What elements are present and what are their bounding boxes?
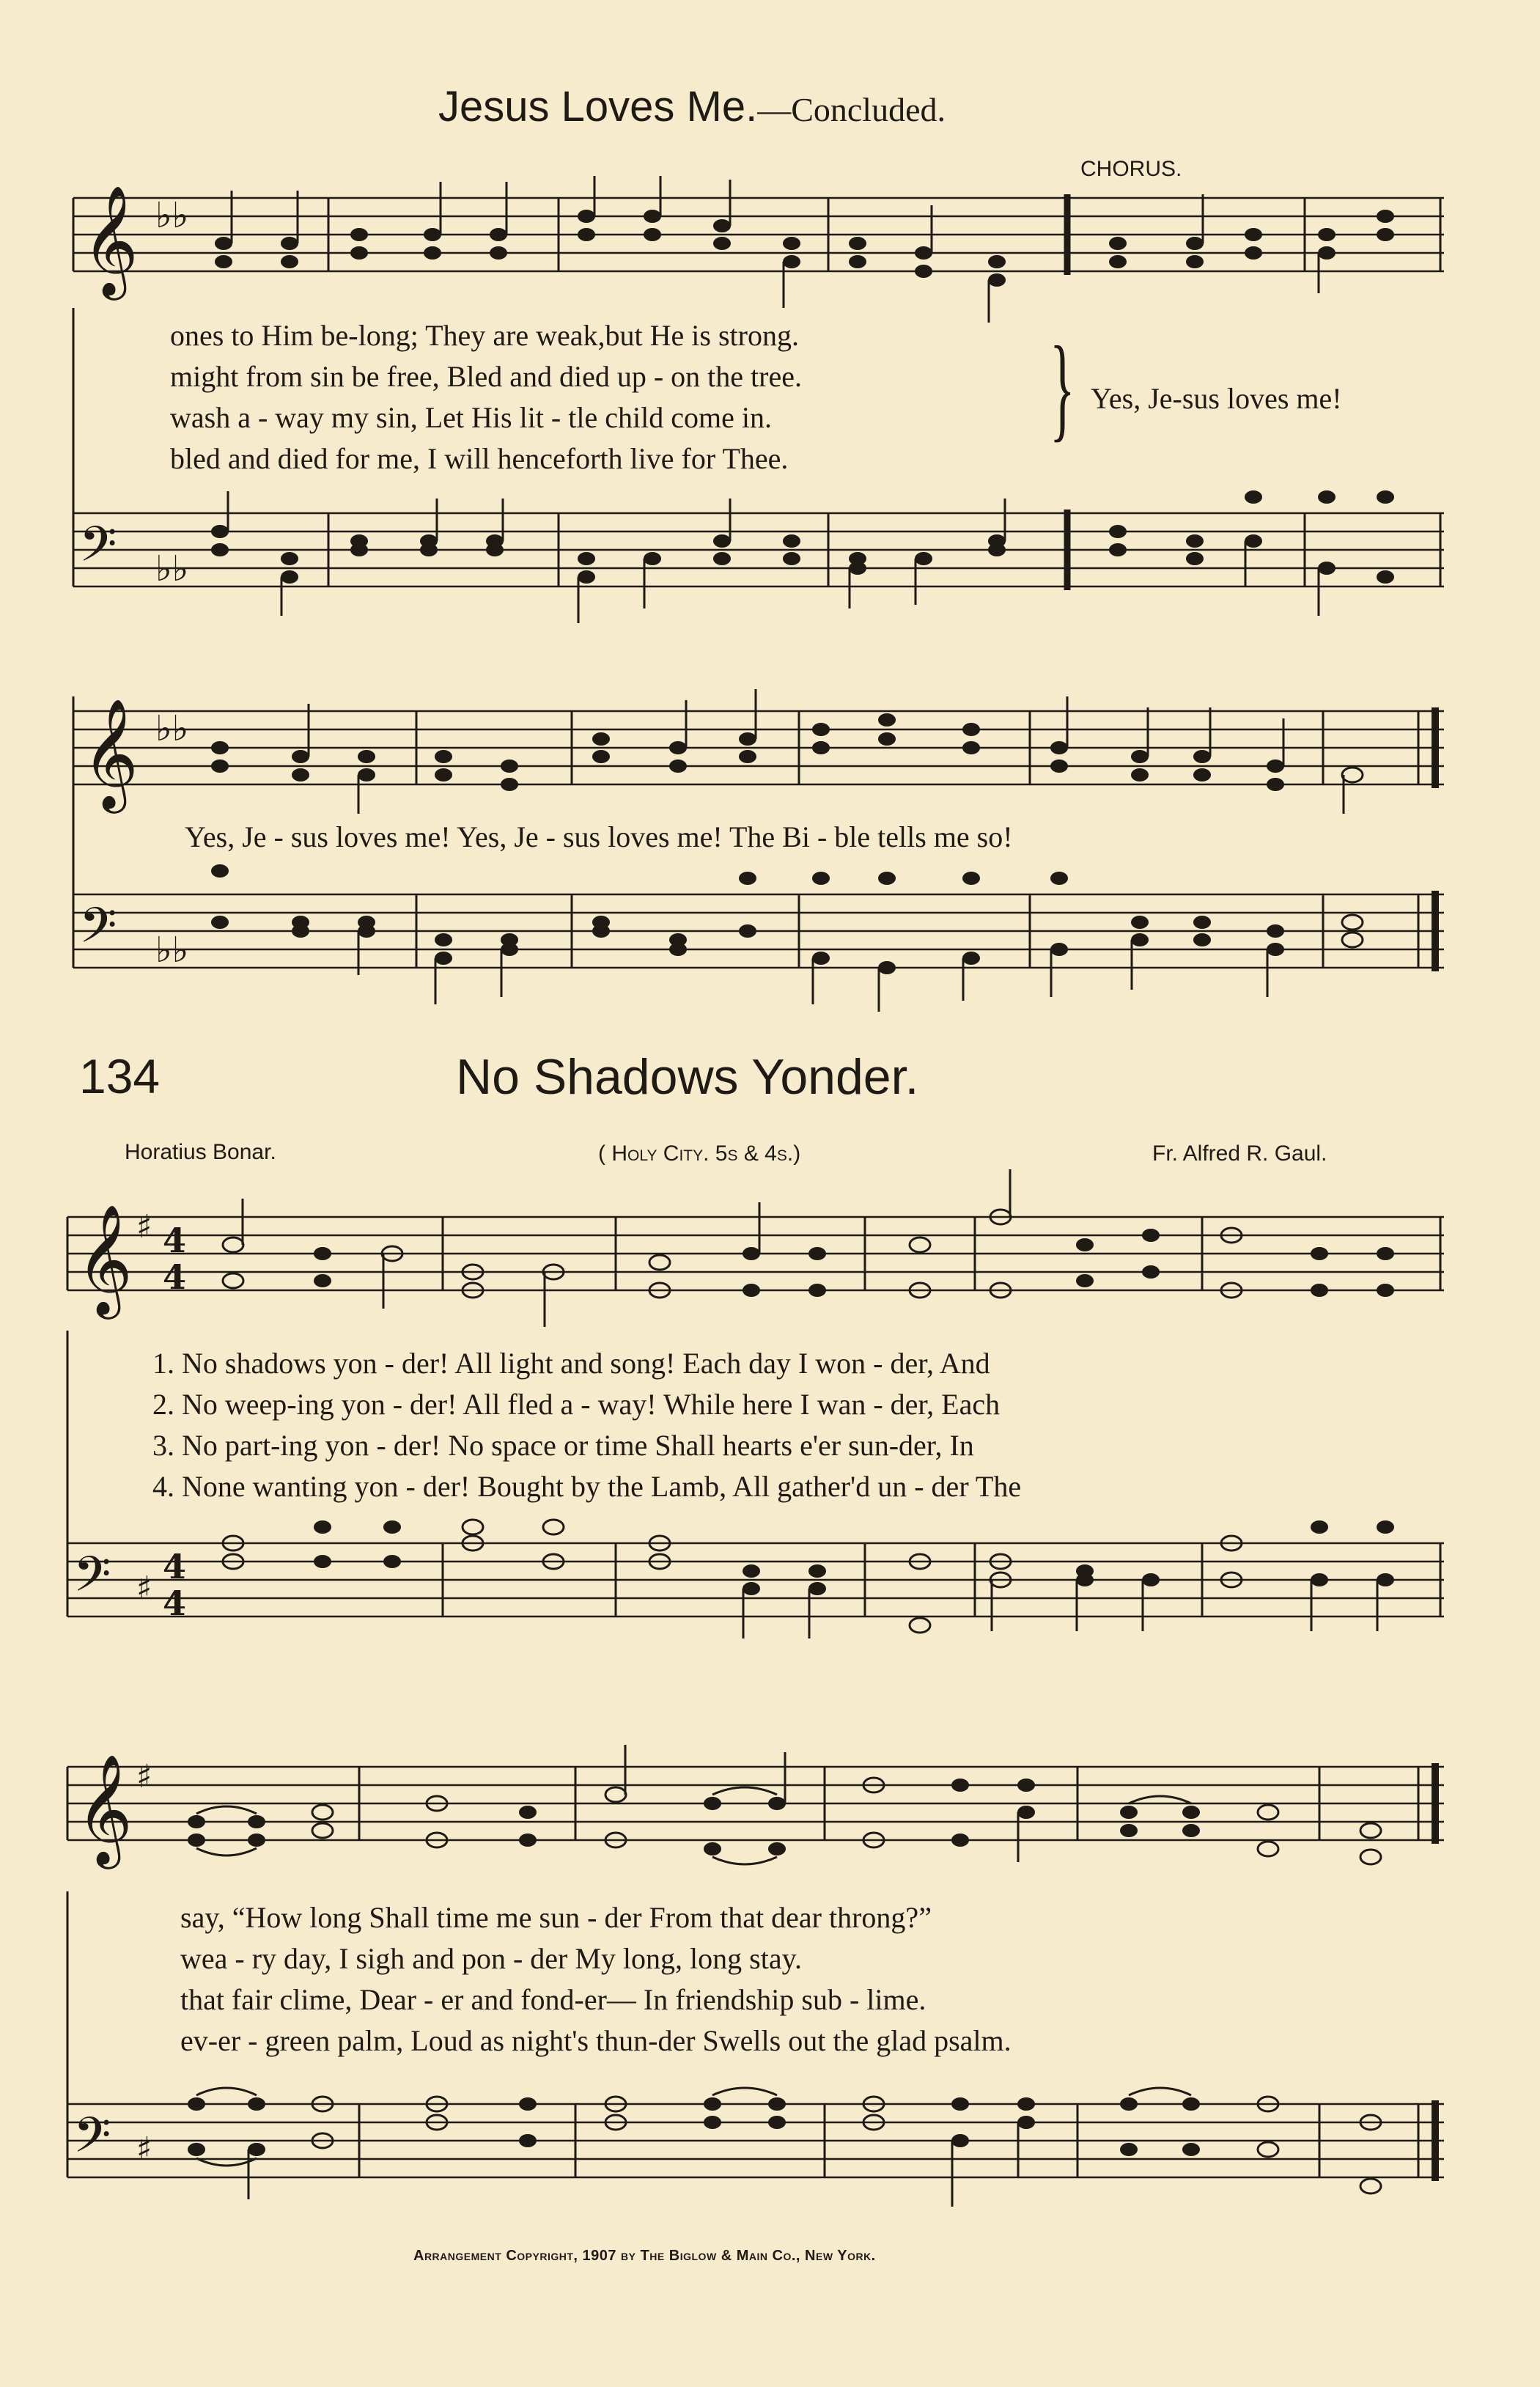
staff-lines <box>73 711 1444 784</box>
verse-line-1: ones to Him be-long; They are weak,but He is strong. <box>170 319 799 352</box>
svg-text:4: 4 <box>163 1584 187 1623</box>
hymn-author: Horatius Bonar. <box>125 1140 276 1164</box>
hymn-tune: ( Holy City. 5s & 4s.) <box>598 1141 801 1166</box>
hymn-verse-2-line-1: 2. No weep-ing yon - der! All fled a - way! While here I wan - der, Each <box>152 1388 1001 1421</box>
hymn-verse-1-line-1: 1. No shadows yon - der! All light and song! Each day I won - der, And <box>152 1347 990 1380</box>
svg-text:♯: ♯ <box>136 2130 152 2168</box>
svg-text:♭♭: ♭♭ <box>155 195 189 236</box>
hymn-verse-4-line-2: ev-er - green palm, Loud as night's thun-der Swells out the glad psalm. <box>180 2024 1012 2057</box>
hymn-verse-3-line-1: 3. No part-ing yon - der! No space or time Shall hearts e'er sun-der, In <box>152 1429 974 1462</box>
hymn-verse-4-line-1: 4. None wanting yon - der! Bought by the Lamb, All gather'd un - der The <box>152 1470 1022 1503</box>
svg-text:♭♭: ♭♭ <box>155 708 189 749</box>
verse-line-4: bled and died for me, I will henceforth live for Thee. <box>170 442 789 475</box>
svg-text:𝄢: 𝄢 <box>79 516 117 584</box>
hymn-verse-1-line-2: say, “How long Shall time me sun - der From that dear throng?” <box>180 1901 932 1934</box>
chorus-label: CHORUS. <box>1080 157 1182 181</box>
svg-text:𝄢: 𝄢 <box>73 1546 111 1614</box>
svg-text:♯: ♯ <box>136 1570 152 1607</box>
verse-brace: } <box>1050 322 1075 452</box>
copyright-footer: Arrangement Copyright, 1907 by The Biglow & Main Co., New York. <box>413 2248 876 2264</box>
staff-lines <box>67 2104 1444 2177</box>
notes-hymn-treble-2 <box>188 1745 1381 1864</box>
staff-lines <box>73 513 1444 586</box>
svg-text:𝄞: 𝄞 <box>82 697 139 809</box>
svg-text:𝄞: 𝄞 <box>82 184 139 295</box>
continued-song-title <box>438 82 946 131</box>
hymn-verse-2-line-2: wea - ry day, I sigh and pon - der My long, long stay. <box>180 1942 802 1975</box>
hymn-verses-1 <box>152 1343 1021 1507</box>
music-staff-bass-b <box>0 880 1540 1012</box>
notes-bass-a <box>211 490 1394 623</box>
continued-verse-lines <box>170 315 802 479</box>
staff-lines <box>67 1543 1444 1617</box>
svg-text:4: 4 <box>163 1547 187 1586</box>
notes-treble-b <box>211 689 1363 814</box>
chorus-inline-lyric: Yes, Je-sus loves me! <box>1091 382 1342 415</box>
music-staff-bass-a <box>0 499 1540 630</box>
verse-line-2: might from sin be free, Bled and died up - on the tree. <box>170 360 802 393</box>
hymn-staff-bass-1 <box>0 1529 1540 1660</box>
hymn-verses-2 <box>180 1897 1012 2062</box>
svg-text:♭♭: ♭♭ <box>155 930 189 971</box>
hymn-number: 134 <box>79 1049 161 1103</box>
hymn-staff-treble-2 <box>0 1752 1540 1884</box>
music-staff-treble-a <box>0 183 1540 315</box>
verse-line-3: wash a - way my sin, Let His lit - tle child come in. <box>170 401 772 434</box>
svg-text:4: 4 <box>163 1221 187 1260</box>
continued-song-title-suffix: —Concluded. <box>757 91 946 128</box>
notes-hymn-bass-2 <box>188 2088 1381 2207</box>
notes-hymn-treble-1 <box>223 1169 1394 1327</box>
hymn-staff-bass-2 <box>0 2089 1540 2221</box>
svg-text:𝄢: 𝄢 <box>73 2107 111 2175</box>
staff-lines <box>73 894 1444 968</box>
chorus-line: Yes, Je - sus loves me! Yes, Je - sus loves me! The Bi - ble tells me so! <box>185 820 1013 853</box>
svg-text:♭♭: ♭♭ <box>155 548 189 589</box>
svg-text:𝄢: 𝄢 <box>79 897 117 966</box>
hymn-staff-treble-1 <box>0 1202 1540 1334</box>
svg-text:♯: ♯ <box>136 1758 152 1795</box>
continued-song-title-main: Jesus Loves Me. <box>438 83 758 130</box>
staff-lines <box>73 198 1444 271</box>
hymn-title: No Shadows Yonder. <box>456 1049 919 1105</box>
hymn-verse-3-line-2: that fair clime, Dear - er and fond-er— In friendship sub - lime. <box>180 1983 926 2016</box>
music-staff-treble-b <box>0 696 1540 828</box>
staff-lines <box>67 1767 1444 1840</box>
svg-text:♯: ♯ <box>136 1208 152 1246</box>
svg-text:𝄞: 𝄞 <box>76 1753 133 1864</box>
svg-text:𝄞: 𝄞 <box>76 1203 133 1314</box>
notes-bass-b <box>211 864 1363 1012</box>
svg-text:4: 4 <box>163 1257 187 1297</box>
hymn-composer: Fr. Alfred R. Gaul. <box>1152 1141 1327 1166</box>
